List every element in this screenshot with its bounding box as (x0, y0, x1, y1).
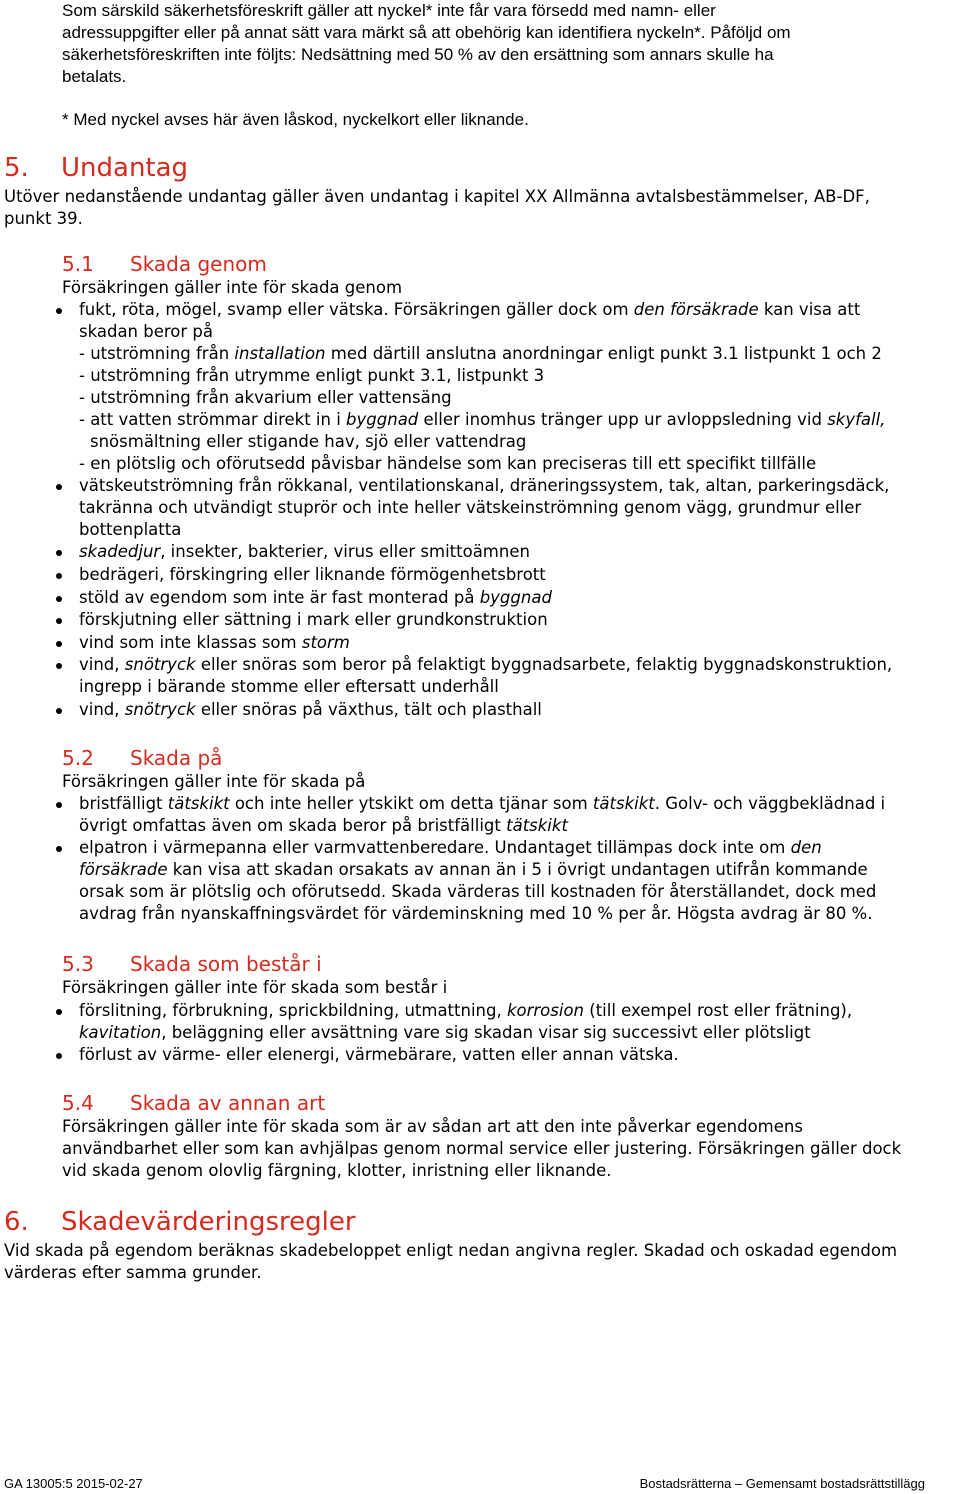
intro-paragraph (62, 0, 791, 88)
list-item: skadedjur, insekter, bakterier, virus eller smittoämnen (62, 541, 530, 563)
sub-item: - en plötslig och oförutsedd påvisbar händelse som kan preciseras till ett specifikt tillfälle (79, 454, 817, 473)
section-5-3-heading: 5.3 Skada som består i (62, 952, 322, 976)
list-item: elpatron i värmepanna eller varmvattenberedare. Undantaget tillämpas dock inte om den försäkrade kan visa att skadan orsakats av annan än i 5 i övrigt undantagen utifrån kommande orsak som är plötslig och oförutsedd. Skada värderas till kostnaden för återställandet, dock med avdrag från nyanskaffningsvärdet för värdeminskning med 10 % per år. Högsta avdrag är 80 %. (62, 837, 876, 925)
sub-item: - utströmning från utrymme enligt punkt 3.1, listpunkt 3 (79, 366, 545, 385)
footer-doc-id: GA 13005:5 2015-02-27 (4, 1476, 143, 1491)
section-5-2-intro: Försäkringen gäller inte för skada på (62, 772, 366, 791)
footnote: * Med nyckel avses här även låskod, nyckelkort eller liknande. (62, 110, 529, 129)
section-5-1-heading: 5.1 Skada genom (62, 252, 267, 276)
section-5-2-heading: 5.2 Skada på (62, 746, 223, 770)
list-item: vätskeutströmning från rökkanal, ventilationskanal, dräneringssystem, tak, altan, parkeringsdäck, takränna och utvändigt stuprör och inte heller vätskeinströmning genom vägg, grundmur eller bottenplatta (62, 475, 889, 541)
intro-line: adressuppgifter eller på annat sätt vara märkt så att obehörig kan identifiera nyckeln*. Påföljd om (62, 23, 791, 42)
section-5-1-intro: Försäkringen gäller inte för skada genom (62, 278, 403, 297)
list-item: stöld av egendom som inte är fast monterad på byggnad (62, 587, 552, 609)
section-6-paragraph: Vid skada på egendom beräknas skadebeloppet enligt nedan angivna regler. Skadad och oskadad egendom värderas efter samma grunder. (4, 1241, 898, 1282)
intro-line: Som särskild säkerhetsföreskrift gäller att nyckel* inte får vara försedd med namn- eller (62, 1, 716, 20)
sub-item: - utströmning från installation med därtill anslutna anordningar enligt punkt 3.1 listpunkt 1 och 2 (79, 344, 882, 363)
list-item: förlust av värme- eller elenergi, värmebärare, vatten eller annan vätska. (62, 1044, 679, 1066)
section-5-4-heading: 5.4 Skada av annan art (62, 1091, 326, 1115)
list-item: vind, snötryck eller snöras som beror på felaktigt byggnadsarbete, felaktig byggnadskonstruktion, ingrepp i bärande stomme eller eftersatt underhåll (62, 654, 892, 698)
list-item: förslitning, förbrukning, sprickbildning, utmattning, korrosion (till exempel rost eller frätning), kavitation, beläggning eller avsättning vare sig skadan visar sig successivt eller plötsligt (62, 1000, 852, 1044)
list-item: förskjutning eller sättning i mark eller grundkonstruktion (62, 609, 548, 631)
sub-item: - utströmning från akvarium eller vattensäng (79, 388, 452, 407)
list-item: bedrägeri, förskingring eller liknande förmögenhetsbrott (62, 564, 546, 586)
section-5-4-paragraph: Försäkringen gäller inte för skada som är av sådan art att den inte påverkar egendomens användbarhet eller som kan avhjälpas genom normal service eller justering. Försäkringen gäller dock vid skada genom olovlig färgning, klotter, inristning eller liknande. (62, 1117, 902, 1180)
sub-item: - att vatten strömmar direkt in i byggnad eller inomhus tränger upp ur avloppsledning vid skyfall, snösmältning eller stigande hav, sjö eller vattendrag (79, 410, 886, 451)
intro-line: betalats. (62, 67, 127, 86)
list-item: bristfälligt tätskikt och inte heller ytskikt om detta tjänar som tätskikt. Golv- och väggbeklädnad i övrigt omfattas även om skada beror på bristfälligt tätskikt (62, 793, 885, 837)
section-5-paragraph: Utöver nedanstående undantag gäller även undantag i kapitel XX Allmänna avtalsbestämmelser, AB-DF, punkt 39. (4, 187, 870, 228)
list-item: vind som inte klassas som storm (62, 632, 350, 654)
intro-line: säkerhetsföreskriften inte följts: Nedsättning med 50 % av den ersättning som annars skulle ha (62, 45, 774, 64)
section-6-heading: 6. Skadevärderingsregler (4, 1207, 356, 1237)
list-item: vind, snötryck eller snöras på växthus, tält och plasthall (62, 699, 542, 721)
section-5-heading: 5. Undantag (4, 153, 189, 183)
footer-title: Bostadsrätterna – Gemensamt bostadsrättstillägg (639, 1476, 925, 1491)
list-item: fukt, röta, mögel, svamp eller vätska. Försäkringen gäller dock om den försäkrade kan visa att skadan beror på (62, 299, 860, 343)
section-5-3-intro: Försäkringen gäller inte för skada som består i (62, 978, 448, 997)
